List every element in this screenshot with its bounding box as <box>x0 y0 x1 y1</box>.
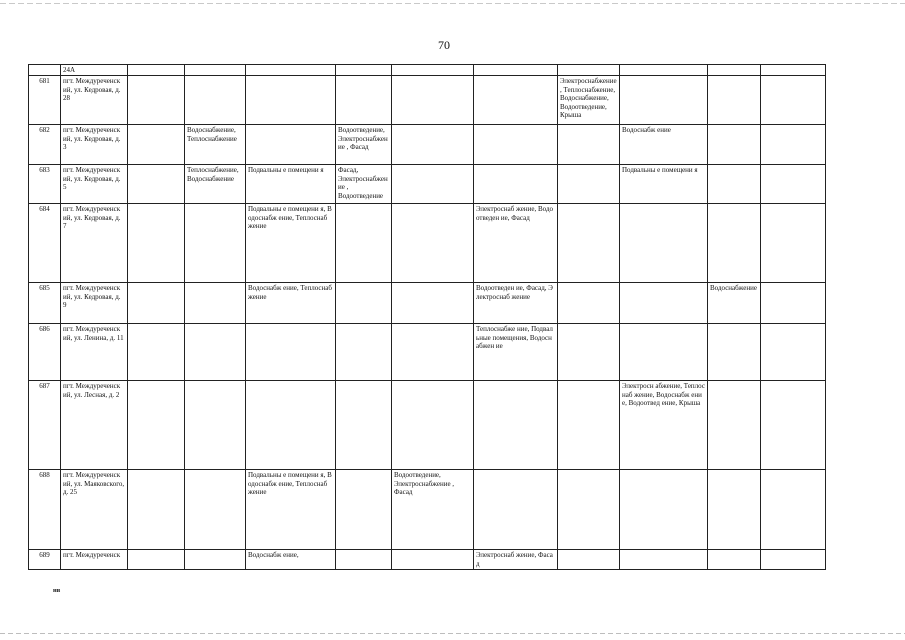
row-number-cell: 689 <box>29 550 61 570</box>
status-cell-c5: Водоотведение, Электроснабжение , Фасад <box>392 470 474 550</box>
address-cell: пгт. Междуреченск ий, ул. Кедровая, д. 9 <box>61 283 128 324</box>
row-number-cell <box>29 65 61 76</box>
scan-artifact-top <box>0 3 905 4</box>
address-cell: пгт. Междуреченск ий, ул. Кедровая, д. 3 <box>61 125 128 165</box>
status-cell-c9: Водоснабжение <box>708 283 761 324</box>
status-cell-c2 <box>185 324 246 381</box>
status-cell-c6 <box>474 381 558 470</box>
status-cell-c9 <box>708 381 761 470</box>
status-cell-c7 <box>558 470 620 550</box>
status-cell-c7 <box>558 381 620 470</box>
status-cell-c3 <box>246 76 336 125</box>
status-cell-c1 <box>128 204 185 283</box>
row-number-cell: 683 <box>29 165 61 204</box>
status-cell-c10 <box>761 324 826 381</box>
row-number-cell: 684 <box>29 204 61 283</box>
status-cell-c2 <box>185 283 246 324</box>
address-cell: пгт. Междуреченск ий, ул. Кедровая, д. 5 <box>61 165 128 204</box>
status-cell-c3: Подвальны е помещени я, Водоснабж ение, Теплоснаб жение <box>246 204 336 283</box>
status-cell-c6: Водоотведен ие, Фасад, Электроснаб жение <box>474 283 558 324</box>
status-cell-c4 <box>336 204 392 283</box>
status-cell-c9 <box>708 125 761 165</box>
status-cell-c7 <box>558 165 620 204</box>
status-cell-c7 <box>558 550 620 570</box>
table-row <box>29 381 826 470</box>
status-cell-c10 <box>761 125 826 165</box>
table-body <box>29 65 826 570</box>
status-cell-c4: Водоотведение, Электроснабжение , Фасад <box>336 125 392 165</box>
status-cell-c6 <box>474 65 558 76</box>
status-cell-c5 <box>392 550 474 570</box>
status-cell-c8 <box>620 550 708 570</box>
status-cell-c10 <box>761 283 826 324</box>
status-cell-c9 <box>708 65 761 76</box>
status-cell-c4 <box>336 550 392 570</box>
status-cell-c8: Электросн абжение, Теплоснаб жение, Водоснабж ение, Водоотвед ение, Крыша <box>620 381 708 470</box>
status-cell-c5 <box>392 125 474 165</box>
status-cell-c9 <box>708 204 761 283</box>
status-cell-c6 <box>474 165 558 204</box>
status-cell-c1 <box>128 165 185 204</box>
address-cell: пгт. Междуреченск ий, ул. Лесная, д. 2 <box>61 381 128 470</box>
status-cell-c2 <box>185 470 246 550</box>
status-cell-c2 <box>185 381 246 470</box>
status-cell-c9 <box>708 470 761 550</box>
table-row <box>29 324 826 381</box>
status-cell-c10 <box>761 381 826 470</box>
address-cell: пгт. Междуреченск ий, ул. Кедровая, д. 7 <box>61 204 128 283</box>
status-cell-c5 <box>392 204 474 283</box>
status-cell-c9 <box>708 324 761 381</box>
status-cell-c7 <box>558 65 620 76</box>
status-cell-c4 <box>336 76 392 125</box>
status-cell-c3: Водоснабж ение, Теплоснаб жение <box>246 283 336 324</box>
status-cell-c6 <box>474 125 558 165</box>
status-cell-c2: Водоснабжение, Теплоснабжение <box>185 125 246 165</box>
status-cell-c8 <box>620 324 708 381</box>
status-cell-c5 <box>392 381 474 470</box>
page-number: 70 <box>438 38 450 52</box>
status-cell-c10 <box>761 165 826 204</box>
status-cell-c10 <box>761 550 826 570</box>
status-cell-c6: Электроснаб жение, Фасад <box>474 550 558 570</box>
status-cell-c8: Водоснабж ение <box>620 125 708 165</box>
status-cell-c1 <box>128 470 185 550</box>
status-cell-c3 <box>246 65 336 76</box>
status-cell-c7 <box>558 204 620 283</box>
table-row <box>29 470 826 550</box>
table-row <box>29 204 826 283</box>
status-cell-c1 <box>128 381 185 470</box>
status-cell-c5 <box>392 165 474 204</box>
address-cell: пгт. Междуреченск ий, ул. Ленина, д. 11 <box>61 324 128 381</box>
status-cell-c9 <box>708 76 761 125</box>
status-cell-c8 <box>620 283 708 324</box>
address-cell: пгт. Междуреченск ий, ул. Маяковского, д. 25 <box>61 470 128 550</box>
status-cell-c2: Теплоснабжение, Водоснабжение <box>185 165 246 204</box>
status-cell-c1 <box>128 283 185 324</box>
status-cell-c9 <box>708 550 761 570</box>
status-cell-c3: Подвальны е помещени я, Водоснабж ение, Теплоснаб жение <box>246 470 336 550</box>
status-cell-c5 <box>392 324 474 381</box>
status-cell-c2 <box>185 76 246 125</box>
status-cell-c4 <box>336 283 392 324</box>
status-cell-c10 <box>761 76 826 125</box>
status-cell-c4 <box>336 381 392 470</box>
status-cell-c7 <box>558 125 620 165</box>
table-row <box>29 65 826 76</box>
address-cell: 24А <box>61 65 128 76</box>
scan-artifact-bottom <box>0 633 905 634</box>
status-cell-c3: Подвальны е помещени я <box>246 165 336 204</box>
table-row <box>29 125 826 165</box>
status-cell-c3 <box>246 381 336 470</box>
status-cell-c2 <box>185 204 246 283</box>
status-cell-c10 <box>761 65 826 76</box>
status-cell-c8 <box>620 65 708 76</box>
table-row <box>29 550 826 570</box>
status-cell-c4 <box>336 65 392 76</box>
status-cell-c8 <box>620 204 708 283</box>
status-cell-c3 <box>246 125 336 165</box>
status-cell-c4 <box>336 470 392 550</box>
address-cell: пгт. Междуреченск ий, ул. Кедровая, д. 28 <box>61 76 128 125</box>
status-cell-c6: Электроснаб жение, Водоотведен ие, Фасад <box>474 204 558 283</box>
status-cell-c5 <box>392 65 474 76</box>
row-number-cell: 688 <box>29 470 61 550</box>
status-cell-c6: Теплоснабже ние, Подвальные помещения, Водоснабжен ие <box>474 324 558 381</box>
status-cell-c1 <box>128 76 185 125</box>
row-number-cell: 686 <box>29 324 61 381</box>
status-cell-c4 <box>336 324 392 381</box>
status-cell-c8: Подвальны е помещени я <box>620 165 708 204</box>
row-number-cell: 681 <box>29 76 61 125</box>
status-cell-c6 <box>474 470 558 550</box>
status-cell-c1 <box>128 65 185 76</box>
footer-mark: нв <box>53 587 61 594</box>
status-cell-c8 <box>620 470 708 550</box>
status-cell-c10 <box>761 470 826 550</box>
status-cell-c1 <box>128 324 185 381</box>
status-cell-c2 <box>185 550 246 570</box>
table-row <box>29 76 826 125</box>
row-number-cell: 687 <box>29 381 61 470</box>
status-cell-c1 <box>128 550 185 570</box>
status-cell-c9 <box>708 165 761 204</box>
status-cell-c5 <box>392 76 474 125</box>
status-cell-c7 <box>558 324 620 381</box>
status-cell-c7 <box>558 283 620 324</box>
status-cell-c3 <box>246 324 336 381</box>
status-cell-c1 <box>128 125 185 165</box>
status-cell-c6 <box>474 76 558 125</box>
address-cell: пгт. Междуреченск <box>61 550 128 570</box>
register-table <box>28 64 826 570</box>
status-cell-c7: Электроснабжение, Теплоснабжение, Водоснабжение, Водоотведение, Крыша <box>558 76 620 125</box>
row-number-cell: 682 <box>29 125 61 165</box>
status-cell-c3: Водоснабж ение, <box>246 550 336 570</box>
status-cell-c2 <box>185 65 246 76</box>
status-cell-c8 <box>620 76 708 125</box>
row-number-cell: 685 <box>29 283 61 324</box>
table-row <box>29 165 826 204</box>
status-cell-c5 <box>392 283 474 324</box>
status-cell-c10 <box>761 204 826 283</box>
status-cell-c4: Фасад, Электроснабжение , Водоотведение <box>336 165 392 204</box>
table-row <box>29 283 826 324</box>
